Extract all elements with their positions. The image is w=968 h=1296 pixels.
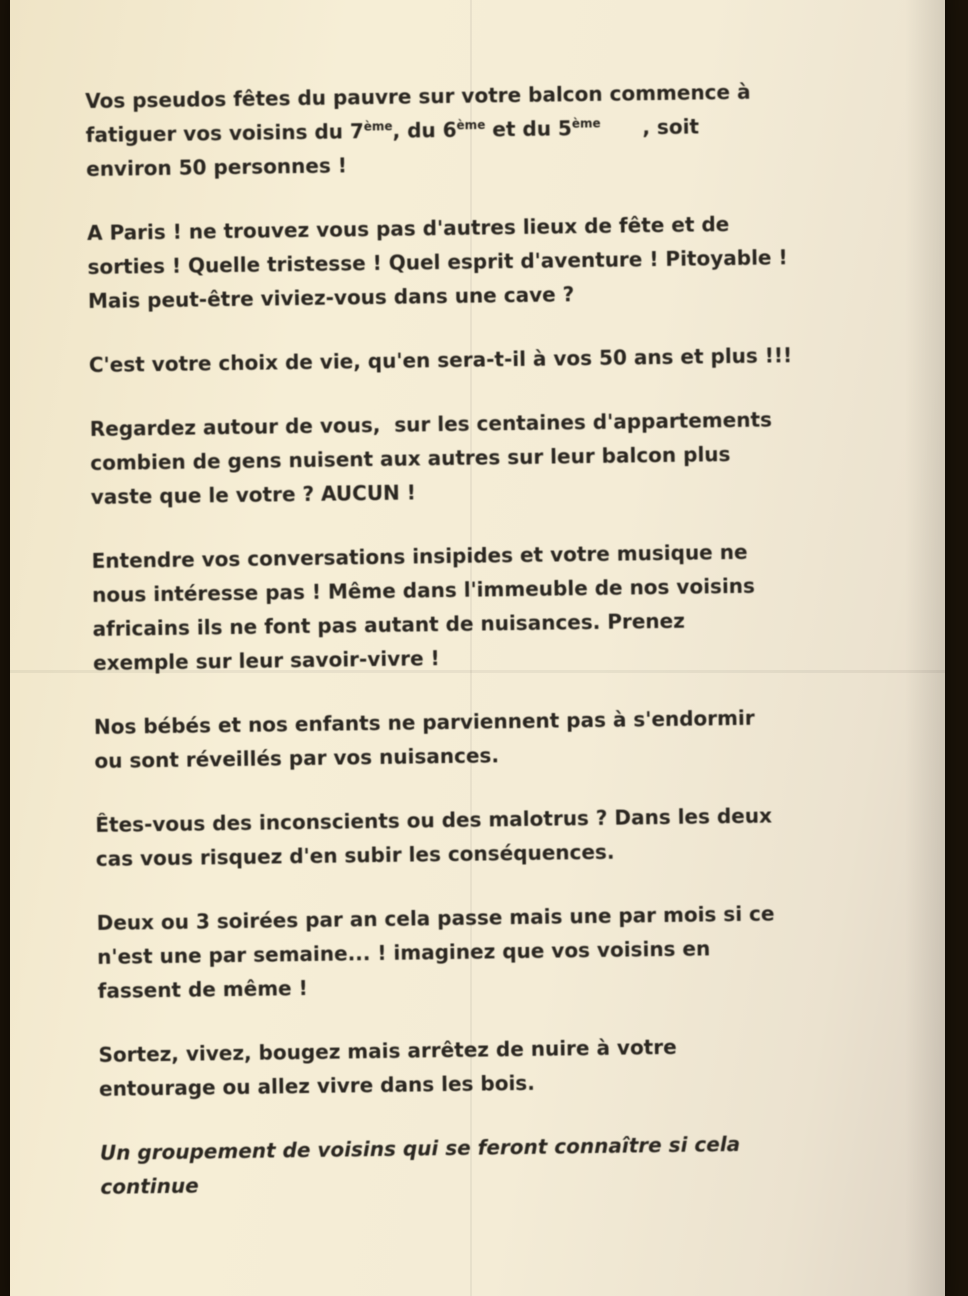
text-line: Sortez, vivez, bougez mais arrêtez de nuire à votre [98, 1034, 677, 1067]
text-fragment: , du 6 [392, 117, 457, 143]
text-line: Nos bébés et nos enfants ne parviennent pas à s'endormir [93, 705, 755, 739]
text-fragment: et du 5 [485, 116, 573, 142]
text-line: Êtes-vous des inconscients ou des malotrus ? Dans les deux [95, 803, 773, 837]
text-line: sorties ! Quelle tristesse ! Quel esprit d'aventure ! Pitoyable ! [87, 245, 788, 279]
text-line: Mais peut-être viviez-vous dans une cave ? [87, 282, 575, 313]
paragraph-frequency [96, 895, 857, 1008]
paragraph-look-around [90, 401, 851, 514]
paragraph-babies [94, 699, 855, 778]
text-line: fassent de même ! [97, 975, 308, 1003]
text-line: cas vous risquez d'en subir les conséquences. [95, 839, 615, 871]
letter-body [85, 73, 861, 1233]
page-edge-shadow [905, 0, 945, 1296]
paragraph-conversations [91, 533, 853, 680]
superscript: ème [363, 119, 393, 134]
text-line: nous intéresse pas ! Même dans l'immeuble de nos voisins [91, 573, 756, 607]
paragraph-paris [87, 205, 848, 318]
text-line: continue [100, 1173, 199, 1199]
paragraph-go-out [98, 1027, 859, 1106]
superscript: ème [571, 116, 601, 131]
text-line: africains ils ne font pas autant de nuisances. Prenez [92, 608, 685, 641]
text-fragment: , soit [600, 114, 700, 140]
text-line: combien de gens nuisent aux autres sur leur balcon plus [90, 442, 731, 475]
superscript: ème [456, 117, 486, 133]
text-line: Vos pseudos fêtes du pauvre sur votre balcon commence à [85, 79, 751, 113]
text-line: C'est votre choix de vie, qu'en sera-t-il à vos 50 ans et plus !!! [88, 343, 793, 377]
text-line: Entendre vos conversations insipides et votre musique ne [91, 539, 748, 573]
text-fragment: fatiguer vos voisins du 7 [85, 119, 364, 147]
text-line: n'est une par semaine... ! imaginez que vos voisins en [97, 936, 711, 969]
signature [100, 1125, 861, 1204]
paragraph-balcony-parties [85, 73, 846, 186]
text-line: environ 50 personnes ! [86, 153, 348, 181]
text-line: entourage ou allez vivre dans les bois. [98, 1070, 535, 1101]
text-line: ou sont réveillés par vos nuisances. [94, 743, 500, 773]
text-line: Deux ou 3 soirées par an cela passe mais une par mois si ce [96, 901, 775, 935]
text-line: exemple sur leur savoir-vivre ! [92, 646, 440, 675]
text-line: A Paris ! ne trouvez vous pas d'autres lieux de fête et de [86, 212, 730, 245]
text-line: Un groupement de voisins qui se feront connaître si cela [99, 1131, 741, 1165]
paragraph-life-choice [89, 337, 849, 382]
text-line: vaste que le votre ? AUCUN ! [90, 480, 417, 509]
text-line: Regardez autour de vous, sur les centaines d'appartements [89, 407, 773, 441]
paragraph-consequences [95, 797, 856, 876]
